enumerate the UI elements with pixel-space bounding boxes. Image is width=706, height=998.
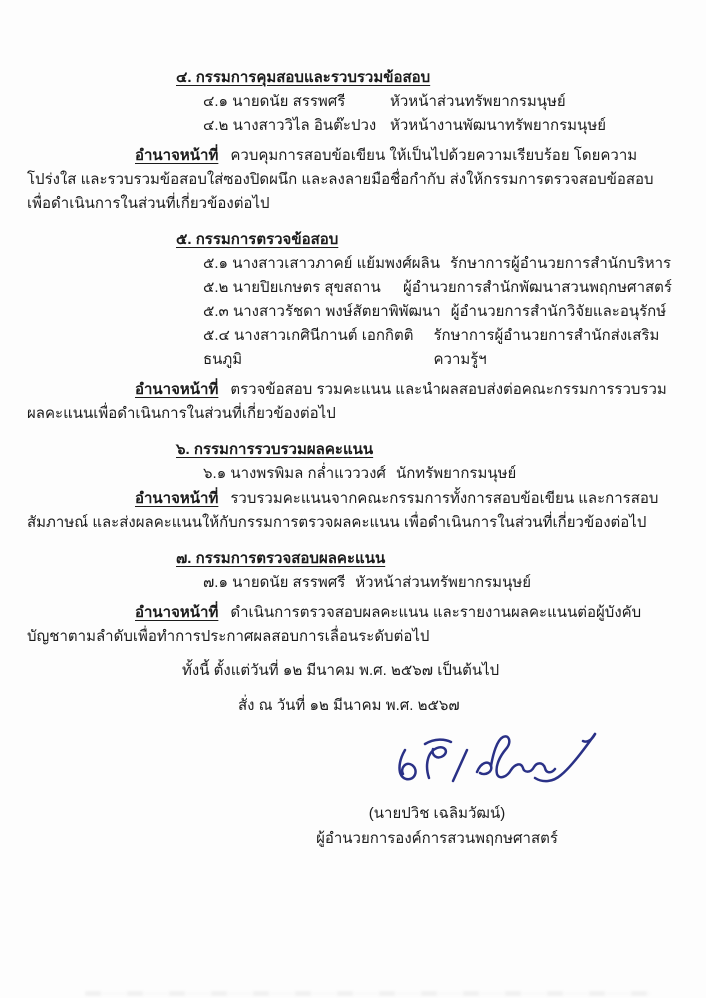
committee-member-row — [203, 114, 680, 138]
section-heading: ๖. กรรมการรวบรวมผลคะแนน — [176, 441, 374, 458]
signer-title: ผู้อำนวยการองค์การสวนพฤกษศาสตร์ — [316, 830, 558, 847]
member-name: ๖.๑ นางพรพิมล กล่ำแวววงศ์ — [203, 465, 386, 482]
member-name: ๔.๑ นายดนัย สรรพศรี — [203, 93, 346, 110]
committee-member-row — [203, 90, 680, 114]
member-position: รักษาการผู้อำนวยการสำนักบริหาร — [449, 255, 672, 272]
duty-text: ดำเนินการตรวจสอบผลคะแนน และรายงานผลคะแนนต่อผู้บังคับบัญชาตามลำดับเพื่อทำการประกาศผลสอบการเลื่อนระดับต่อไป — [27, 604, 642, 645]
scan-artifact — [85, 991, 651, 996]
committee-member-row — [203, 462, 680, 486]
duty-paragraph — [27, 601, 680, 649]
member-name: ๕.๓ นางสาวรัชดา พงษ์สัตยาพิพัฒนา — [203, 303, 441, 320]
committee-member-row — [203, 300, 680, 324]
duty-label: อำนาจหน้าที่ — [135, 604, 219, 621]
member-name: ๔.๒ นางสาววิไล อินต๊ะปวง — [203, 117, 377, 134]
duty-paragraph — [27, 378, 680, 426]
signature-area — [27, 722, 680, 800]
committee-member-row — [203, 276, 680, 300]
signer-name: (นายปวิช เฉลิมวัฒน์) — [368, 805, 506, 822]
order-date-line: สั่ง ณ วันที่ ๑๒ มีนาคม พ.ศ. ๒๕๖๗ — [238, 697, 460, 714]
duty-paragraph — [27, 487, 680, 535]
member-position: ผู้อำนวยการสำนักวิจัยและอนุรักษ์ — [450, 303, 667, 320]
member-name: ๕.๑ นางสาวเสาวภาคย์ แย้มพงศ์ผลิน — [203, 255, 440, 272]
member-position: หัวหน้าส่วนทรัพยากรมนุษย์ — [390, 93, 566, 110]
section-heading: ๔. กรรมการคุมสอบและรวบรวมข้อสอบ — [176, 69, 431, 86]
member-position: ผู้อำนวยการสำนักพัฒนาสวนพฤกษศาสตร์ — [403, 279, 672, 296]
duty-text: ควบคุมการสอบข้อเขียน ให้เป็นไปด้วยความเรียบร้อย โดยความโปร่งใส และรวบรวมข้อสอบใส่ซองปิดผนึก และลงลายมือชื่อกำกับ ส่งให้กรรมการตรวจสอบข้อสอบ เพื่อดำเนินการในส่วนที่เกี่ยวข้องต่อไป — [27, 147, 654, 212]
member-name: ๕.๔ นางสาวเกศินีกานต์ เอกกิตติธนภูมิ — [203, 327, 414, 368]
duty-label: อำนาจหน้าที่ — [135, 147, 219, 164]
duty-label: อำนาจหน้าที่ — [135, 490, 219, 507]
committee-member-row — [203, 571, 680, 595]
section-score-verification-committee — [27, 547, 680, 649]
signer-block — [277, 802, 597, 851]
duty-text: ตรวจข้อสอบ รวมคะแนน และนำผลสอบส่งต่อคณะกรรมการรวบรวมผลคะแนนเพื่อดำเนินการในส่วนที่เกี่ยวข้องต่อไป — [27, 381, 667, 422]
duty-label: อำนาจหน้าที่ — [135, 381, 219, 398]
committee-member-row — [203, 324, 680, 372]
section-score-collection-committee — [27, 438, 680, 535]
committee-member-row — [203, 252, 680, 276]
signature-ink — [385, 724, 610, 800]
member-position: หัวหน้างานพัฒนาทรัพยากรมนุษย์ — [390, 117, 606, 134]
section-exam-supervision-committee — [27, 66, 680, 216]
member-position: นักทรัพยากรมนุษย์ — [395, 465, 517, 482]
duty-text: รวบรวมคะแนนจากคณะกรรมการทั้งการสอบข้อเขียน และการสอบสัมภาษณ์ และส่งผลคะแนนให้กับกรรมการตรวจผลคะแนน เพื่อดำเนินการในส่วนที่เกี่ยวข้องต่อไป — [27, 490, 659, 531]
duty-paragraph — [27, 144, 680, 216]
section-heading: ๕. กรรมการตรวจข้อสอบ — [176, 231, 339, 248]
section-heading: ๗. กรรมการตรวจสอบผลคะแนน — [176, 550, 386, 567]
member-name: ๗.๑ นายดนัย สรรพศรี — [203, 574, 346, 591]
member-position: หัวหน้าส่วนทรัพยากรมนุษย์ — [355, 574, 532, 591]
effective-date-line: ทั้งนี้ ตั้งแต่วันที่ ๑๒ มีนาคม พ.ศ. ๒๕๖๗ เป็นต้นไป — [182, 662, 500, 679]
section-exam-grading-committee — [27, 228, 680, 426]
member-name: ๕.๒ นายปิยเกษตร สุขสถาน — [203, 279, 381, 296]
member-position: รักษาการผู้อำนวยการสำนักส่งเสริมความรู้ฯ — [433, 327, 660, 368]
